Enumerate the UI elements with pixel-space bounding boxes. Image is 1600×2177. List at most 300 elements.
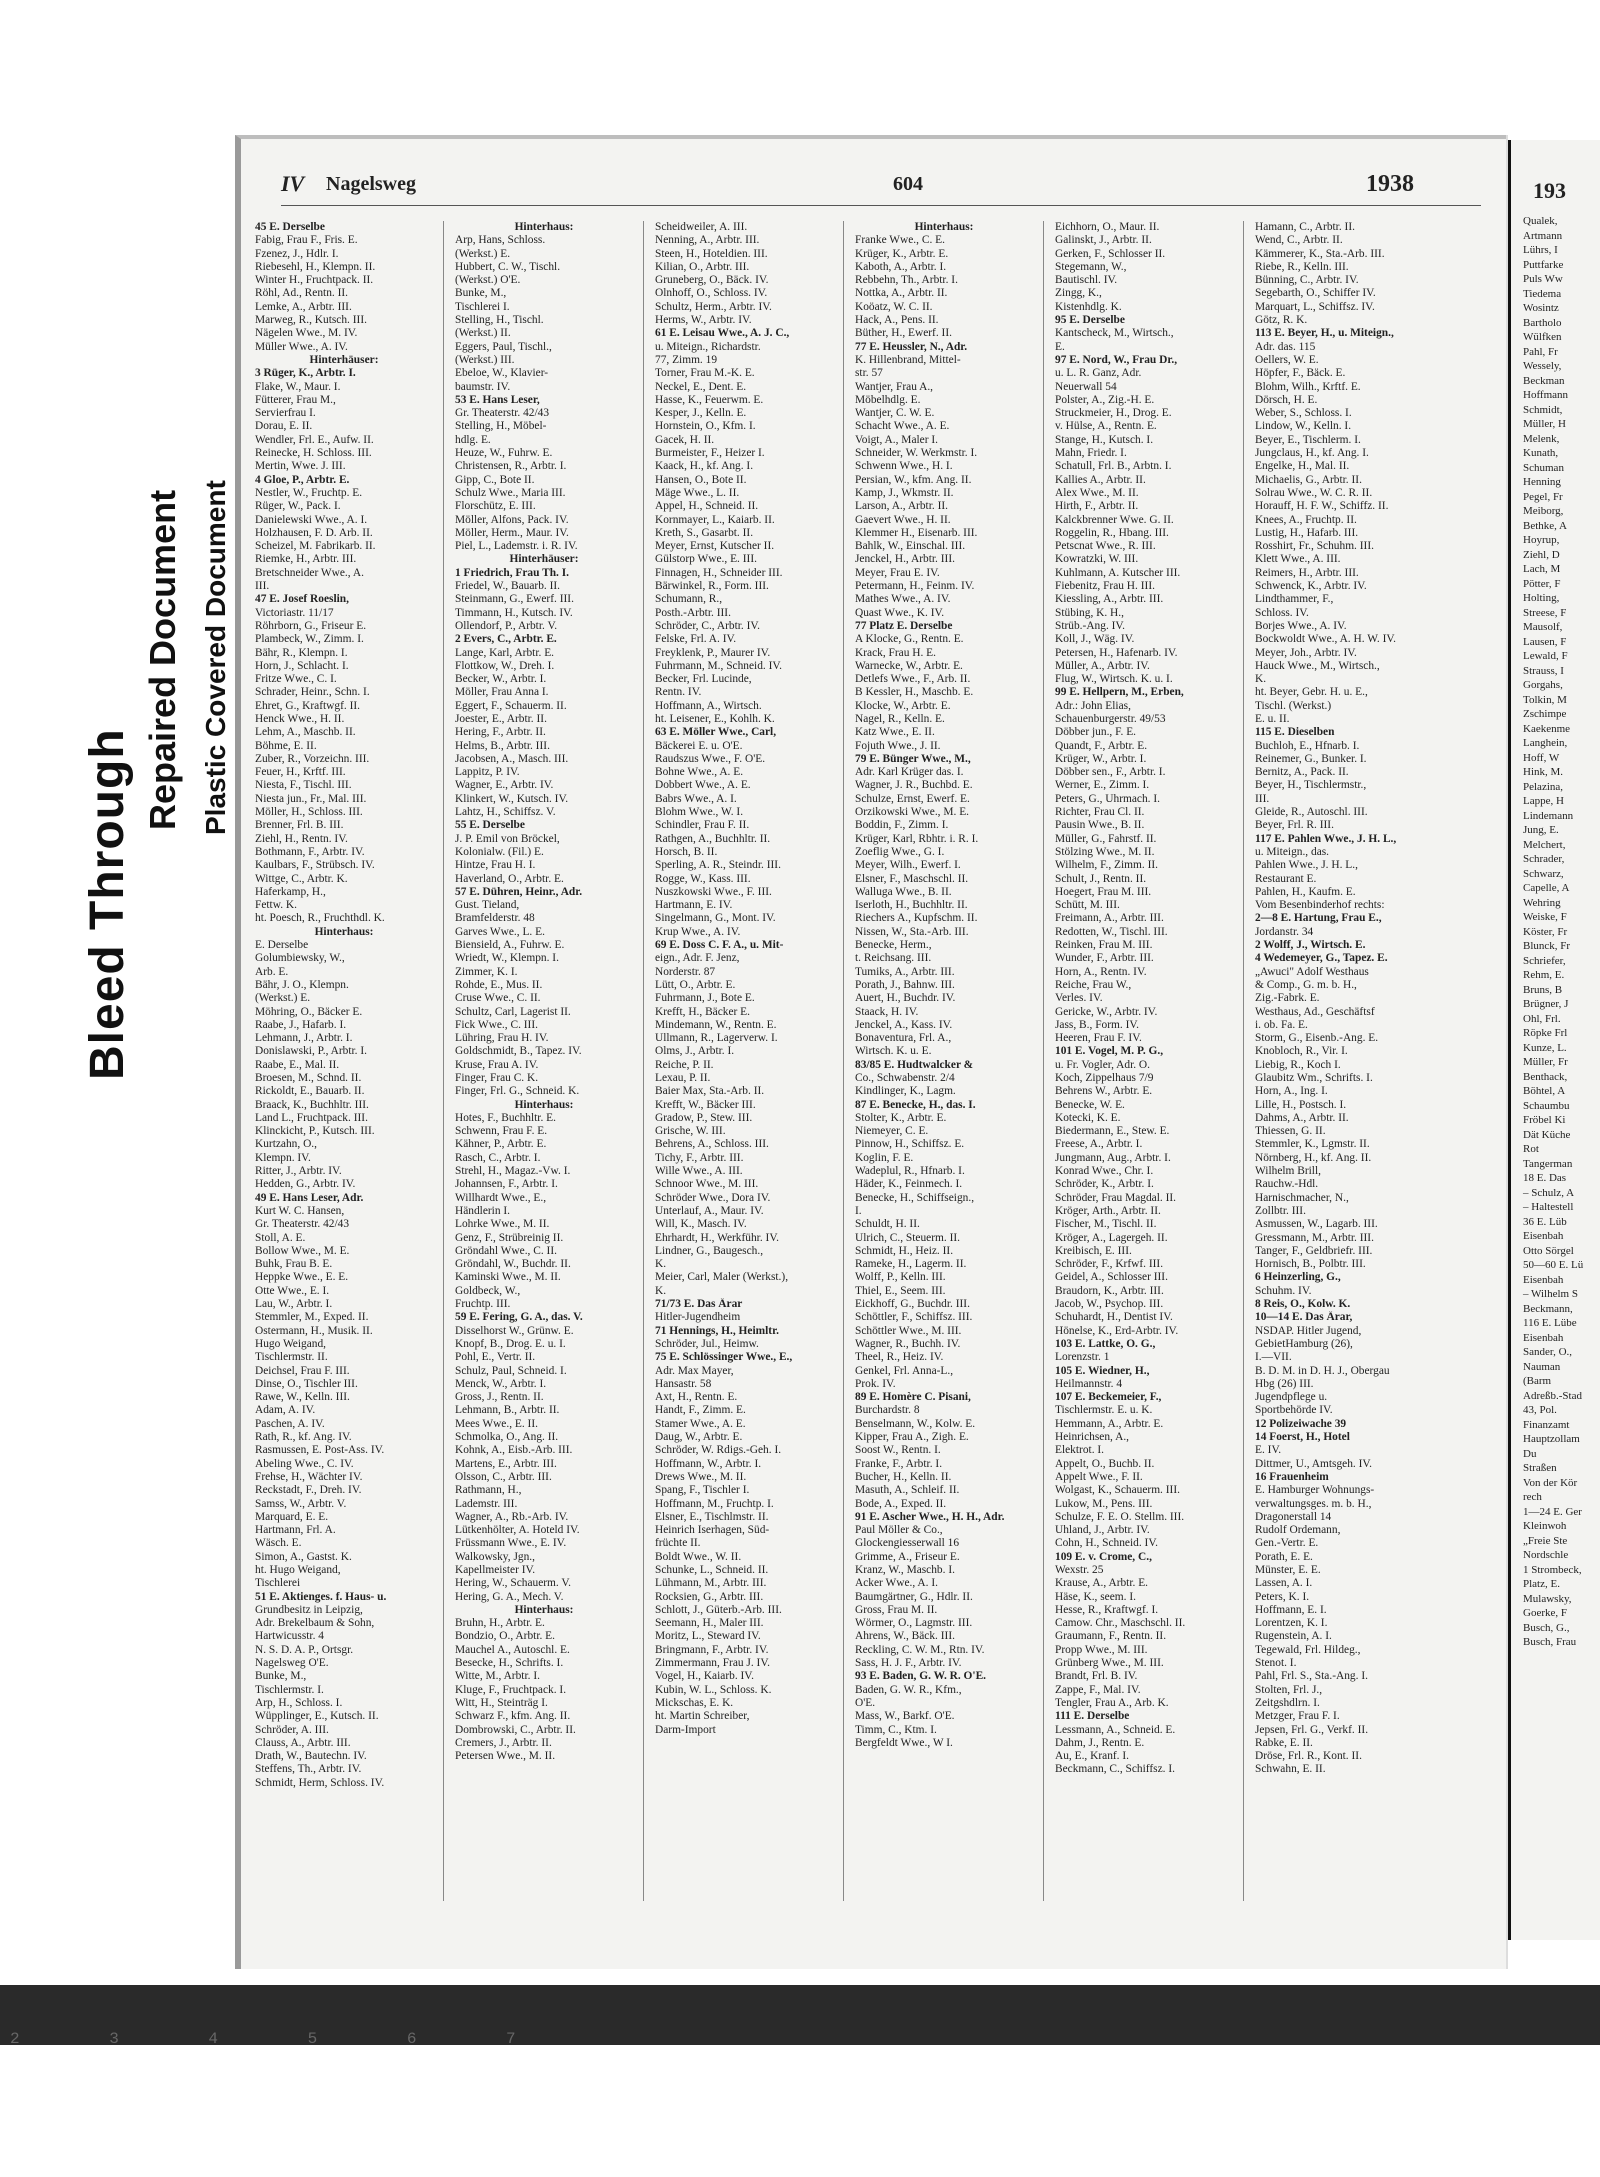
directory-entry: & Comp., G. m. b. H., (1255, 978, 1357, 991)
directory-entry: Hansen, O., Bote II. (655, 473, 747, 486)
directory-entry: Pausin Wwe., B. II. (1055, 819, 1145, 832)
adjacent-page-entry: Kunath, (1523, 447, 1559, 459)
directory-entry: Kindlinger, K., Lagm. (855, 1085, 956, 1098)
page-number: 604 (893, 173, 923, 195)
directory-entry: hdlg. E. (455, 433, 491, 446)
directory-entry: 103 E. Lattke, O. G., (1055, 1337, 1156, 1350)
directory-entry: Schröder, A. III. (255, 1723, 329, 1736)
directory-entry: Dinse, O., Tischler III. (255, 1377, 358, 1390)
adjacent-page-entry: Wülfken (1523, 331, 1562, 343)
directory-entry: Lustig, H., Hafarb. III. (1255, 526, 1359, 539)
directory-entry: Heilmannstr. 4 (1055, 1377, 1123, 1390)
directory-entry: Elsner, E., Tischlmstr. II. (655, 1510, 769, 1523)
directory-entry: Goldbeck, W., (455, 1284, 521, 1297)
directory-entry: Florschütz, E. III. (455, 500, 536, 513)
directory-entry: Ollendorf, P., Arbtr. V. (455, 619, 558, 632)
adjacent-page-entry: Böhtel, A (1523, 1085, 1566, 1097)
directory-entry: Röhl, Ad., Rentn. II. (255, 287, 349, 300)
adjacent-page-entry: Schrader, (1523, 853, 1565, 865)
directory-entry: Jass, B., Form. IV. (1055, 1018, 1139, 1031)
adjacent-page-entry: Kleinwoh (1523, 1520, 1567, 1532)
directory-entry: Döbber sen., F., Arbtr. I. (1055, 766, 1166, 779)
directory-entry: B Kessler, H., Maschb. E. (855, 686, 974, 699)
directory-entry: Kantscheck, M., Wirtsch., (1055, 327, 1174, 340)
directory-entry: Bretschneider Wwe., A. (255, 566, 364, 579)
directory-entry: Tichy, F., Arbtr. III. (655, 1151, 744, 1164)
directory-entry: Feuer, H., Krftf. III. (255, 766, 346, 779)
directory-entry: 77, Zimm. 19 (655, 353, 718, 366)
directory-entry: Gressmann, M., Arbtr. III. (1255, 1231, 1374, 1244)
directory-entry: Boldt Wwe., W. II. (655, 1550, 742, 1563)
directory-entry: Mathes Wwe., A. IV. (855, 593, 951, 606)
directory-entry: Hedden, G., Arbtr. IV. (255, 1178, 356, 1191)
directory-entry: Kamp, J., Wkmstr. II. (855, 486, 954, 499)
directory-entry: Larson, A., Arbtr. II. (855, 500, 949, 513)
directory-entry: Freyklenk, P., Maurer IV. (655, 646, 771, 659)
directory-entry: Kiessling, A., Arbtr. III. (1055, 593, 1164, 606)
directory-entry: Ahrens, W., Bäck. III. (855, 1630, 955, 1643)
column-separator (643, 221, 644, 1901)
directory-entry: Deichsel, Frau F. III. (255, 1364, 350, 1377)
directory-entry: Schröder, Frau Magdal. II. (1055, 1191, 1177, 1204)
directory-entry: Hering, F., Arbtr. II. (455, 726, 546, 739)
directory-entry: Richter, Frau Cl. II. (1055, 806, 1145, 819)
directory-entry: Schröder, C., Arbtr. IV. (655, 619, 761, 632)
directory-entry: 47 E. Josef Roeslin, (255, 593, 349, 606)
directory-entry: Gülstorp Wwe., E. III. (655, 553, 757, 566)
directory-entry: Ritter, J., Arbtr. IV. (255, 1165, 342, 1178)
directory-entry: Kohnk, A., Eisb.-Arb. III. (455, 1444, 573, 1457)
directory-entry: Kröger, A., Lagergeh. II. (1055, 1231, 1168, 1244)
column-separator (1043, 221, 1044, 1901)
directory-entry: Au, E., Kranf. I. (1055, 1750, 1130, 1763)
directory-entry: Walkowsky, Jgn., (455, 1550, 535, 1563)
directory-entry: Olsson, C., Arbtr. III. (455, 1470, 552, 1483)
directory-entry: Wagner, A., Rb.-Arb. IV. (455, 1510, 569, 1523)
directory-entry: Marquart, L., Schiffsz. IV. (1255, 300, 1375, 313)
directory-entry: Fruchtp. III. (455, 1298, 511, 1311)
directory-entry: E. Hamburger Wohnungs- (1255, 1484, 1375, 1497)
directory-entry: Krüger, Karl, Rbhtr. i. R. I. (855, 832, 979, 845)
directory-entry: Glaubitz Wm., Schrifts. I. (1255, 1072, 1373, 1084)
directory-entry: Dorau, E. II. (255, 420, 313, 433)
directory-entry: Kuhlmann, A. Kutscher III. (1055, 566, 1181, 579)
directory-entry: baumstr. IV. (455, 380, 511, 393)
directory-entry: Porath, J., Bahnw. III. (855, 978, 955, 991)
directory-entry: Kaminski Wwe., M. II. (455, 1271, 561, 1284)
street-name: Nagelsweg (326, 173, 416, 195)
directory-entry: Kaack, H., kf. Ang. I. (655, 460, 754, 473)
directory-entry: Quast Wwe., K. IV. (855, 606, 945, 619)
directory-entry: 117 E. Pahlen Wwe., J. H. L., (1255, 832, 1397, 845)
adjacent-page-entry: Weiske, F (1523, 911, 1567, 923)
directory-entry: Klocke, W., Arbtr. E. (855, 699, 951, 712)
directory-entry: Hinterhaus: (914, 221, 974, 233)
directory-entry: Niesta jun., Fr., Mal. III. (255, 792, 367, 805)
directory-entry: Will, K., Masch. IV. (655, 1218, 747, 1231)
plastic-covered-label: Plastic Covered Document (200, 480, 231, 835)
directory-entry: Zuber, R., Vorzeichn. III. (255, 752, 370, 765)
directory-entry: Wagner, E., Arbtr. IV. (455, 779, 554, 792)
directory-entry: Lühring, Frau H. IV. (455, 1032, 549, 1045)
directory-column (1255, 221, 1433, 1901)
adjacent-page-entry: Dät Küche (1523, 1128, 1571, 1141)
directory-entry: Rasmussen, E. Post-Ass. IV. (255, 1444, 385, 1457)
directory-entry: Nörnberg, H., kf. Ang. II. (1255, 1151, 1372, 1164)
directory-entry: Hubbert, C. W., Tischl. (455, 260, 561, 273)
directory-entry: 55 E. Derselbe (455, 819, 525, 832)
directory-entry: Krüger, W., Arbtr. I. (1055, 752, 1147, 765)
directory-entry: Lexau, P. II. (655, 1072, 711, 1084)
directory-entry: Graumann, F., Rentn. II. (1055, 1630, 1167, 1643)
directory-entry: Warnecke, W., Arbtr. E. (855, 659, 963, 672)
directory-entry: Hinterhaus: (514, 1603, 574, 1616)
directory-entry: Wilhelm Brill, (1255, 1165, 1321, 1178)
directory-entry: Lorentzen, K. I. (1255, 1617, 1328, 1630)
directory-page (235, 135, 1506, 1969)
directory-entry: Riemke, H., Arbtr. III. (255, 553, 357, 566)
directory-entry: Burchardstr. 8 (855, 1404, 920, 1417)
directory-entry: (Werkst.) E. (455, 247, 511, 260)
directory-entry: Kowratzki, W. III. (1055, 553, 1139, 566)
directory-entry: Schlott, J., Güterb.-Arb. III. (655, 1603, 782, 1616)
directory-entry: Bernitz, A., Pack. II. (1255, 766, 1349, 779)
directory-entry: Brandt, Frl. B. IV. (1055, 1670, 1138, 1683)
directory-entry: Klempn. IV. (255, 1151, 311, 1164)
adjacent-page-entry: Rehm, E. (1523, 969, 1565, 981)
adjacent-page-entry: (Barm (1523, 1375, 1552, 1387)
directory-entry: Heeren, Frau F. IV. (1055, 1032, 1142, 1045)
directory-entry: Rosshirt, Fr., Schuhm. III. (1255, 540, 1374, 553)
directory-entry: Schneider, W. Werkmstr. I. (855, 447, 978, 460)
directory-entry: Pahlen Wwe., J. H. L., (1255, 859, 1358, 872)
directory-entry: Dahms, A., Arbtr. II. (1255, 1111, 1349, 1124)
directory-entry: Kaulbars, F., Strübsch. IV. (255, 859, 375, 872)
directory-entry: B. D. M. in D. H. J., Obergau (1255, 1364, 1390, 1377)
side-labels (80, 180, 240, 1080)
directory-entry: Schröder, Jul., Heimw. (655, 1337, 759, 1350)
directory-entry: Hauck Wwe., M., Wirtsch., (1255, 659, 1380, 672)
directory-entry: E. Derselbe (255, 939, 309, 952)
directory-entry: Galinskt, J., Arbtr. II. (1055, 234, 1152, 247)
directory-entry: 49 E. Hans Leser, Adr. (255, 1191, 364, 1204)
directory-entry: Wille Wwe., A. III. (655, 1165, 743, 1178)
adjacent-page-entry: Capelle, A (1523, 882, 1570, 894)
directory-entry: Stange, H., Kutsch. I. (1055, 433, 1154, 446)
directory-entry: Ehrhardt, H., Werkführ. IV. (655, 1231, 779, 1244)
directory-entry: Reckling, C. W. M., Rtn. IV. (855, 1643, 985, 1656)
directory-entry: 16 Frauenheim (1255, 1470, 1329, 1483)
adjacent-page-lines (1511, 214, 1600, 1650)
directory-entry: Cohn, H., Schneid. IV. (1055, 1537, 1158, 1550)
directory-entry: Olnhoff, O., Schloss. IV. (655, 287, 768, 300)
directory-entry: Borjes Wwe., A. IV. (1255, 619, 1347, 632)
directory-entry: Schloss. IV. (1255, 606, 1309, 619)
directory-entry: Rasch, C., Arbtr. I. (455, 1151, 541, 1164)
directory-column (655, 221, 833, 1901)
directory-entry: GebietHamburg (26), (1255, 1337, 1353, 1350)
adjacent-page-entry: Röpke Frl (1523, 1027, 1568, 1039)
directory-entry: Händlerin I. (455, 1204, 511, 1217)
directory-entry: Winter H., Fruchtpack. II. (255, 274, 374, 287)
directory-entry: Struckmeier, H., Drog. E. (1055, 407, 1172, 420)
directory-entry: Wörmer, O., Lagmstr. III. (855, 1617, 973, 1630)
directory-entry: Michaelis, G., Arbtr. II. (1255, 473, 1362, 486)
repaired-document-label: Repaired Document (142, 489, 183, 830)
directory-entry: Mauchel A., Autoschl. E. (455, 1643, 570, 1656)
directory-entry: Klinckicht, P., Kutsch. III. (255, 1125, 375, 1138)
directory-entry: Genkel, Frl. Anna-L., (855, 1364, 954, 1377)
directory-entry: Schmidt, H., Heiz. II. (855, 1244, 954, 1257)
adjacent-page-entry: Müller, H (1523, 418, 1566, 430)
adjacent-page-entry: Lewald, F (1523, 650, 1568, 662)
directory-entry: Schultz, Herm., Arbtr. IV. (655, 300, 772, 313)
directory-entry: Segebarth, O., Schiffer IV. (1255, 287, 1376, 300)
directory-column (455, 221, 633, 1901)
directory-entry: Krefft, W., Bäcker III. (655, 1098, 756, 1111)
directory-entry: Dörsch, H. E. (1255, 393, 1318, 406)
directory-entry: Biedermann, E., Stew. E. (1055, 1125, 1170, 1138)
directory-entry: Bringmann, F., Arbtr. IV. (655, 1643, 769, 1656)
directory-entry: 12 Polizeiwache 39 (1255, 1417, 1347, 1430)
adjacent-page-entry: Streese, F (1523, 606, 1567, 619)
directory-entry: Hering, G. A., Mech. V. (455, 1590, 564, 1603)
directory-entry: Bärwinkel, R., Form. III. (655, 580, 769, 593)
directory-entry: Gipp, C., Bote II. (455, 473, 535, 486)
directory-entry: Bautischl. IV. (1055, 274, 1118, 287)
adjacent-page-entry: Qualek, (1523, 215, 1558, 227)
directory-entry: Jacob, W., Psychop. III. (1055, 1298, 1164, 1311)
directory-entry: Witte, M., Arbtr. I. (455, 1670, 540, 1683)
adjacent-page-entry: Sander, O., (1523, 1346, 1573, 1358)
directory-entry: Behrens, A., Schloss. III. (655, 1138, 769, 1151)
directory-entry: Victoriastr. 11/17 (255, 606, 334, 619)
adjacent-page-entry: Fröbel Ki (1523, 1114, 1566, 1126)
directory-entry: Kruse, Frau A. IV. (455, 1058, 539, 1071)
adjacent-page-entry: Von der Kör (1523, 1476, 1578, 1489)
directory-entry: Land L., Fruchtpack. III. (255, 1111, 368, 1124)
directory-entry: Krüger, K., Arbtr. E. (855, 247, 949, 260)
adjacent-page-entry: Rot (1523, 1143, 1539, 1155)
adjacent-page-entry: rech (1523, 1491, 1542, 1503)
directory-entry: Beyer, Frl. R. III. (1255, 819, 1334, 832)
directory-entry: Arb. E. (255, 965, 289, 978)
directory-entry: Lühmann, M., Arbtr. III. (655, 1577, 767, 1590)
directory-entry: Camow. Chr., Maschschl. II. (1055, 1617, 1186, 1630)
directory-entry: Kilian, O., Arbtr. III. (655, 260, 750, 273)
directory-entry: 63 E. Möller Wwe., Carl, (655, 726, 777, 739)
directory-entry: Riebesehl, H., Klempn. II. (255, 260, 376, 273)
adjacent-page-entry: Lührs, I (1523, 244, 1558, 256)
directory-entry: Arp, H., Schloss. I. (255, 1696, 343, 1709)
directory-entry: Steinmann, G., Ewerf. III. (455, 593, 574, 606)
directory-entry: Quandt, F., Arbtr. E. (1055, 739, 1148, 752)
directory-entry: Gradow, P., Stew. III. (655, 1111, 753, 1124)
directory-entry: ht. Hugo Weigand, (255, 1563, 341, 1576)
adjacent-page-entry: Straßen (1523, 1462, 1557, 1474)
adjacent-page-entry: Du (1523, 1447, 1537, 1460)
directory-entry: Sperling, A. R., Steindr. III. (655, 859, 781, 872)
directory-entry: Heinrichsen, A., (1055, 1431, 1130, 1444)
adjacent-page-entry: Pötter, F (1523, 577, 1561, 590)
directory-entry: Darm-Import (655, 1723, 716, 1736)
directory-entry: Krup Wwe., A. IV. (655, 925, 741, 938)
directory-entry: Hesse, R., Kraftwgf. I. (1055, 1603, 1159, 1616)
directory-entry: Koglin, F. E. (855, 1151, 914, 1164)
directory-entry: K. (655, 1258, 667, 1271)
directory-entry: Prok. IV. (855, 1377, 896, 1390)
directory-entry: Harnischmacher, N., (1255, 1191, 1349, 1204)
directory-entry: Stölzing Wwe., M. II. (1055, 845, 1155, 858)
directory-entry: Orzikowski Wwe., M. E. (855, 806, 969, 819)
directory-entry: Strehl, H., Magaz.-Vw. I. (455, 1165, 571, 1178)
directory-entry: Braudorn, K., Arbtr. III. (1055, 1284, 1164, 1297)
directory-entry: Möller, Alfons, Pack. IV. (455, 513, 569, 526)
directory-entry: Piel, L., Lademstr. i. R. IV. (455, 540, 578, 553)
directory-entry: Pahl, Frl. S., Sta.-Ang. I. (1255, 1670, 1368, 1683)
directory-entry: Möhring, O., Bäcker E. (255, 1005, 363, 1018)
directory-entry: Nissen, W., Sta.-Arb. III. (855, 925, 969, 938)
adjacent-page-entry: Artmann (1523, 229, 1563, 242)
adjacent-page-entry: Tangerman (1523, 1157, 1573, 1170)
directory-entry: 101 E. Vogel, M. P. G., (1055, 1045, 1164, 1058)
directory-entry: 97 E. Nord, W., Frau Dr., (1055, 353, 1178, 366)
directory-entry: Bonaventura, Frl. A., (855, 1032, 952, 1045)
directory-entry: Hemmann, A., Arbtr. E. (1055, 1417, 1164, 1430)
directory-entry: Eggert, F., Schauerm. II. (455, 699, 567, 712)
directory-entry: 95 E. Derselbe (1055, 314, 1125, 327)
directory-entry: verwaltungsges. m. b. H., (1255, 1497, 1372, 1510)
directory-entry: Gust. Tieland, (455, 899, 520, 912)
directory-entry: Schröder Wwe., Dora IV. (655, 1191, 771, 1204)
directory-entry: Flottkow, W., Dreh. I. (455, 659, 555, 672)
adjacent-page-entry: „Freie Ste (1523, 1534, 1568, 1547)
directory-entry: Uhland, J., Arbtr. IV. (1055, 1524, 1150, 1537)
directory-entry: Horn, J., Schlacht. I. (255, 659, 349, 672)
directory-entry: Samss, W., Arbtr. V. (255, 1497, 347, 1510)
directory-entry: Wadeplul, R., Hfnarb. I. (855, 1165, 965, 1178)
directory-entry: Kipper, Frau A., Zigh. E. (855, 1431, 969, 1444)
directory-entry: Thiessen, G. II. (1255, 1125, 1326, 1138)
directory-entry: Rathmann, H., (455, 1484, 522, 1497)
directory-entry: Appelt Wwe., F. II. (1055, 1470, 1143, 1483)
directory-entry: Ziehl, H., Rentn. IV. (255, 832, 348, 845)
directory-entry: Hack, A., Pens. II. (855, 314, 939, 327)
adjacent-page-entry: Hink, M. (1523, 766, 1564, 778)
adjacent-page-entry: 1 Strombeck, (1523, 1563, 1582, 1576)
directory-entry: Kistenhdlg. K. (1055, 300, 1122, 313)
directory-entry: Haverland, O., Arbtr. E. (455, 872, 564, 885)
directory-entry: Redotten, W., Tischl. III. (1055, 925, 1168, 938)
adjacent-page-entry: Melenk, (1523, 432, 1560, 445)
directory-entry: Wunder, F., Arbtr. III. (1055, 952, 1154, 965)
directory-entry: Stolten, Frl. J., (1255, 1683, 1323, 1696)
directory-entry: 10—14 E. Das Ärar, (1255, 1311, 1353, 1324)
directory-entry: Zoeflig Wwe., G. I. (855, 845, 945, 858)
directory-entry: Hoegert, Frau M. III. (1055, 885, 1152, 898)
directory-column (1055, 221, 1233, 1901)
directory-entry: Fütterer, Frau M., (255, 393, 336, 406)
adjacent-page-entry: Bartholo (1523, 316, 1562, 329)
adjacent-page-entry: Wessely, (1523, 360, 1562, 372)
adjacent-page-entry: Schaumbu (1523, 1099, 1570, 1112)
adjacent-page-entry: Mausolf, (1523, 621, 1563, 633)
directory-entry: 59 E. Fering, G. A., das. V. (455, 1311, 583, 1324)
directory-entry: Kotecki, K. E. (1055, 1111, 1121, 1124)
directory-entry: Lindthammer, F., (1255, 593, 1334, 606)
adjacent-page-entry: Busch, G., (1523, 1621, 1570, 1634)
directory-entry: Gruneberg, O., Bäck. IV. (655, 274, 769, 287)
directory-entry: I. (855, 1204, 862, 1217)
adjacent-page-entry: Hoff, W (1523, 751, 1560, 764)
directory-entry: Meyer, Ernst, Kutscher II. (655, 540, 775, 553)
directory-entry: Hirth, F., Arbtr. II. (1055, 500, 1139, 513)
directory-entry: 4 Wedemeyer, G., Tapez. E. (1255, 952, 1388, 965)
directory-entry: Singelmann, G., Mont. IV. (655, 912, 776, 925)
directory-entry: Katz Wwe., E. II. (855, 726, 935, 739)
directory-entry: Hasse, K., Feuerwm. E. (655, 393, 764, 406)
directory-entry: Servierfrau I. (255, 407, 316, 420)
adjacent-page-entry: Platz, E. (1523, 1578, 1560, 1590)
directory-entry: Lehm, A., Maschb. II. (255, 726, 356, 739)
directory-entry: Stemmler, K., Lgmstr. II. (1255, 1138, 1370, 1151)
directory-entry: Donislawski, P., Arbtr. I. (255, 1045, 368, 1058)
page-header (281, 171, 1481, 199)
directory-entry: Schulz, Paul, Schneid. I. (455, 1364, 567, 1377)
directory-entry: Schwenck, K., Arbtr. IV. (1255, 580, 1367, 593)
directory-entry: Schuhardt, H., Dentist IV. (1055, 1311, 1173, 1324)
scan-marks: 2 3 4 5 6 7 (10, 2030, 556, 2048)
directory-entry: Häder, K., Feinmech. I. (855, 1178, 963, 1191)
directory-entry: Garves Wwe., L. E. (455, 925, 545, 938)
directory-entry: Bergfeldt Wwe., W I. (855, 1736, 953, 1749)
directory-entry: Finnagen, H., Schneider III. (655, 566, 783, 579)
directory-entry: 79 E. Bünger Wwe., M., (855, 752, 971, 765)
directory-entry: Rüger, W., Pack. I. (255, 500, 341, 513)
adjacent-page-entry: Strauss, I (1523, 664, 1564, 677)
directory-entry: Soost W., Rentn. I. (855, 1444, 941, 1457)
directory-entry: Fritze Wwe., C. I. (255, 673, 337, 686)
directory-entry: Lehmann, J., Arbtr. I. (255, 1032, 353, 1045)
directory-entry: Zig.-Fabrk. E. (1255, 992, 1320, 1005)
directory-entry: Unterlauf, A., Maur. IV. (655, 1204, 764, 1217)
directory-entry: Lange, Karl, Arbtr. E. (455, 646, 555, 659)
directory-entry: Zimmermann, Frau J. IV. (655, 1657, 770, 1670)
directory-entry: Meyer, Joh., Arbtr. IV. (1255, 646, 1357, 659)
directory-entry: eign., Adr. F. Jenz, (655, 952, 740, 965)
directory-entry: Nenning, A., Arbtr. III. (655, 234, 760, 247)
directory-entry: Früssmann Wwe., E. IV. (455, 1537, 567, 1550)
directory-entry: Fischer, M., Tischl. II. (1055, 1218, 1157, 1231)
directory-entry: Clauss, A., Arbtr. III. (255, 1736, 351, 1749)
directory-entry: Iserloth, H., Buchhltr. II. (855, 899, 968, 912)
directory-entry: Gr. Theaterstr. 42/43 (455, 407, 550, 420)
directory-entry: Lahtz, H., Schiffsz. V. (455, 806, 556, 819)
directory-entry: Pinnow, H., Schiffsz. E. (855, 1138, 965, 1151)
directory-entry: Petersen, H., Hafenarb. IV. (1055, 646, 1178, 659)
directory-entry: Marweg, R., Kutsch. III. (255, 314, 367, 327)
adjacent-page-entry: Blunck, Fr (1523, 940, 1571, 952)
directory-entry: Schwahn, E. II. (1255, 1763, 1326, 1776)
directory-entry: K. (1255, 673, 1267, 686)
directory-column (255, 221, 433, 1901)
adjacent-page-year: 193 (1533, 178, 1566, 203)
directory-entry: (Werkst.) O'E. (455, 274, 521, 287)
directory-entry: Münster, E. E. (1255, 1563, 1321, 1576)
directory-entry: Schatull, Frl. B., Arbtn. I. (1055, 460, 1172, 473)
directory-entry: III. (1255, 792, 1270, 805)
directory-entry: Paul Möller & Co., (855, 1524, 943, 1537)
